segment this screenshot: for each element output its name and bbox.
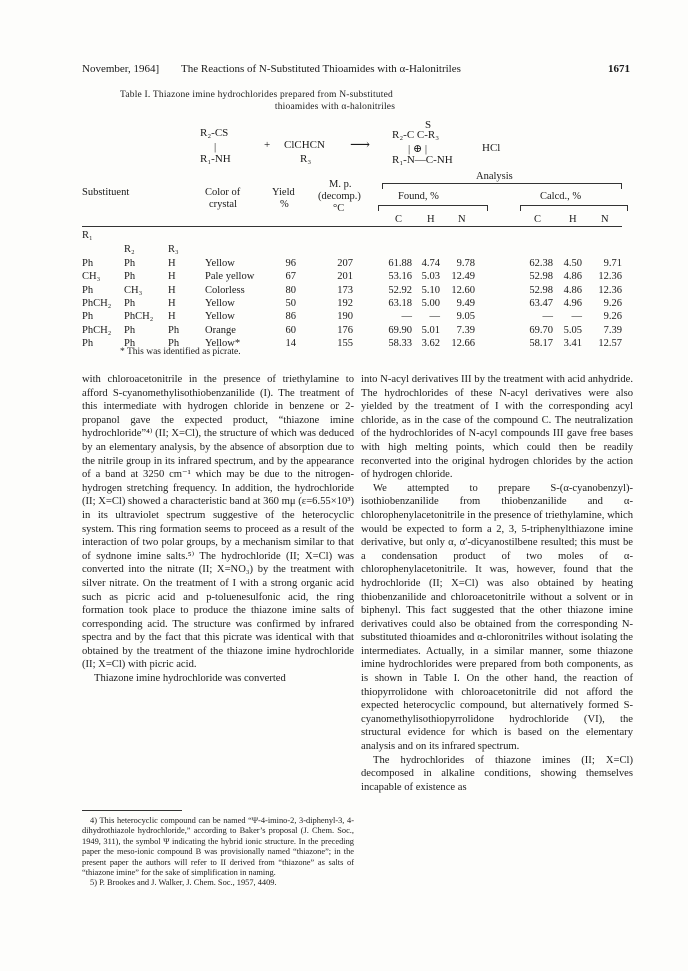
header-mp-3: °C	[333, 203, 345, 214]
cell-calcd-c: 52.98	[529, 271, 553, 283]
cell-r1: Ph	[82, 311, 94, 323]
cell-found-h: —	[429, 311, 440, 323]
cell-calcd-h: 4.96	[563, 297, 582, 309]
running-head-date: November, 1964]	[82, 63, 160, 75]
cell-r3: H	[168, 258, 176, 269]
cell-calcd-n: 7.39	[603, 324, 622, 336]
cell-calcd-c: 52.98	[529, 284, 553, 296]
header-found-h: H	[427, 214, 435, 225]
cell-found-n: 12.66	[451, 337, 475, 349]
cell-r1: Ph	[82, 258, 94, 269]
cell-found-h: 4.74	[421, 258, 440, 269]
cell-found-c: 52.92	[388, 284, 412, 296]
reactant-bond: |	[214, 141, 217, 153]
right-column	[361, 373, 633, 794]
header-analysis: Analysis	[476, 171, 513, 182]
cell-calcd-n: 9.71	[603, 258, 622, 269]
cell-yield: 50	[285, 297, 296, 309]
cell-calcd-n: 12.57	[598, 337, 622, 349]
cell-r1: CH₃	[82, 271, 101, 283]
cell-found-h: 5.03	[421, 271, 440, 283]
product-middle: | ⊕ |	[408, 143, 428, 155]
cell-found-c: —	[401, 311, 412, 323]
header-found-n: N	[458, 214, 466, 225]
cell-r2: Ph	[124, 258, 136, 269]
product-sulfur: S	[425, 119, 432, 131]
header-calcd-n: N	[601, 214, 609, 225]
header-color: Color of	[205, 187, 241, 198]
cell-mp: 190	[337, 311, 353, 323]
cell-r3: H	[168, 297, 176, 309]
table-row	[82, 285, 622, 299]
cell-found-c: 58.33	[388, 337, 412, 349]
cell-calcd-n: 12.36	[598, 284, 622, 296]
cell-found-n: 12.60	[451, 284, 475, 296]
cell-r1: PhCH₂	[82, 324, 112, 336]
header-found: Found, %	[398, 191, 439, 202]
cell-mp: 201	[337, 271, 353, 283]
header-mp-2: (decomp.)	[318, 191, 361, 202]
plus-sign: +	[264, 139, 271, 151]
footnotes	[82, 816, 354, 889]
paragraph: Thiazone imine hydrochloride was converted	[94, 673, 286, 685]
page-number: 1671	[608, 63, 630, 75]
product-hcl: HCl	[482, 142, 501, 154]
cell-found-c: 63.18	[388, 297, 412, 309]
cell-found-n: 7.39	[456, 324, 475, 336]
cell-color: Yellow*	[205, 337, 241, 349]
cell-r3: Ph	[168, 324, 180, 336]
cell-found-c: 53.16	[388, 271, 412, 283]
calcd-brace	[520, 205, 628, 211]
header-calcd: Calcd., %	[540, 191, 582, 202]
cell-yield: 67	[285, 271, 296, 283]
reactant-r3: R₃	[300, 153, 312, 165]
cell-r2: CH₃	[124, 284, 143, 296]
left-column	[82, 373, 354, 686]
table-caption-line-1: Table I. Thiazone imine hydrochlorides prepared from N-substituted	[120, 90, 394, 100]
header-yield: Yield	[272, 187, 295, 198]
cell-found-n: 9.78	[456, 258, 475, 269]
header-rule	[82, 226, 622, 227]
cell-calcd-c: 62.38	[529, 258, 553, 269]
header-r3: R₃	[168, 244, 179, 255]
cell-calcd-c: 63.47	[529, 297, 553, 309]
cell-color: Yellow	[205, 311, 235, 323]
table-row	[82, 311, 622, 325]
cell-r2: PhCH₂	[124, 311, 154, 323]
cell-r2: Ph	[124, 337, 136, 349]
cell-calcd-n: 12.36	[598, 271, 622, 283]
paragraph: We attempted to prepare S-(α-cyanobenzyl)-isothiobenzanilide from thiobenzanilide and α-chlorophenylacetonitrile in the presence of triethylamine, which would be expected to form a 2, 3, 5-triphenylthiazone imine derivative, but only α, α′-dicyanostilbene resulted; this must be a condensation product of two moles of α-chlorophenylacetonitrile. It was, however, found that the hydrochloride (II; X=Cl) was also obtained by heating thiobenzanilide and chloroacetonitrile without a solvent or in biphenyl. This fact suggested that the other thiazone imine derivatives could also be obtained from the corresponding N-substituted thioamides and α-chloronitriles without isolating the intermediates. Actually, in a similar manner, some thiazone imine hydrochlorides were prepared from both components, as is shown in Table I. On the other hand, the reaction of thiopyrrolidone with chloroacetonitrile did not afford the expected heterocyclic compound, but alternatively formed S-cyanomethylisothiopyrrolidone hydrochloride (VI), the structural evidence for which is based on the elementary analysis and on its infrared spectrum.	[361, 482, 633, 753]
header-r2: R₂	[124, 244, 135, 255]
header-calcd-h: H	[569, 214, 577, 225]
reactant-halonitrile: ClCHCN	[284, 139, 325, 151]
cell-calcd-h: 4.50	[563, 258, 582, 269]
cell-color: Yellow	[205, 258, 235, 269]
cell-found-h: 3.62	[421, 337, 440, 349]
cell-calcd-h: —	[571, 311, 582, 323]
found-brace	[378, 205, 488, 211]
cell-found-h: 5.01	[421, 324, 440, 336]
cell-yield: 86	[285, 311, 296, 323]
table-row	[82, 298, 622, 312]
table-footnote: * This was identified as picrate.	[120, 347, 241, 357]
cell-found-n: 9.49	[456, 297, 475, 309]
cell-yield: 14	[285, 337, 296, 349]
reaction-arrow: ⟶	[350, 138, 371, 153]
running-head-title: The Reactions of N-Substituted Thioamides with α-Halonitriles	[181, 63, 461, 75]
paragraph: into N-acyl derivatives III by the treatment with acid anhydride. The hydrochlorides of these N-acyl derivatives were also yielded by the treatment of I with the corresponding acyl chloride, as in the case of the compound C. The neutralization of the hydrochlorides of N-acyl compounds III gave free bases with high melting points, which could then be readily reconverted into the original hydrogen chlorides by the action of hydrogen chloride.	[361, 374, 633, 481]
cell-color: Pale yellow	[205, 271, 255, 283]
cell-calcd-c: —	[542, 311, 553, 323]
table-row	[82, 271, 622, 285]
table-caption-line-2: thioamides with α-halonitriles	[274, 102, 396, 112]
product-bottom: R₁-N—C-NH	[392, 154, 453, 166]
cell-calcd-h: 4.86	[563, 271, 582, 283]
cell-calcd-n: 9.26	[603, 311, 622, 323]
cell-r3: H	[168, 284, 176, 296]
header-mp: M. p.	[329, 179, 352, 190]
cell-found-h: 5.00	[421, 297, 440, 309]
cell-r3: Ph	[168, 337, 180, 349]
table-row	[82, 258, 622, 272]
cell-r1: Ph	[82, 284, 94, 296]
reaction-scheme	[200, 119, 580, 177]
cell-r3: H	[168, 311, 176, 323]
header-found-c: C	[395, 214, 403, 225]
cell-r2: Ph	[124, 324, 136, 336]
cell-yield: 80	[285, 284, 296, 296]
paragraph: with chloroacetonitrile in the presence of triethylamine to afford S-cyanomethylisothiobenzanilide (I). The treatment of this intermediate with hydrogen chloride in benzene or 2-propanol gave the expected product, “thiazone imine hydrochloride”⁴⁾ (II; X=Cl), the structure of which was deduced by an elementary analysis, by the absence of absorption due to the nitrile group in its infrared spectrum, and by the appearance of a band at 3250 cm⁻¹ which may be due to the nitrogen-hydrogen stretching frequency. In addition, the hydrochloride (II; X=Cl) showed a characteristic band at 360 mμ (ε=6.55×10³) in its ultraviolet spectrum suggestive of the heterocyclic system. This ring formation seems to proceed as a result of the interaction of two polar groups, by a mechanism similar to that of sydnone imine salts.⁵⁾ The hydrochloride (II; X=Cl) was converted into the nitrate (II; X=NO₃) by the treatment with silver nitrate. On the treatment of I with a strong organic acid such as picric acid and p-toluenesulfonic acid, the ring formation took place to produce the thiazone imine salts of corresponding acid. The structure was confirmed by infrared spectra and by the fact that this picrate was identical with that obtained by the treatment of the thiazone imine hydrochloride (II; X=Cl) with picric acid.	[82, 374, 354, 671]
cell-yield: 96	[285, 258, 296, 269]
footnote-rule	[82, 810, 182, 811]
table-caption	[120, 90, 550, 112]
table-row	[82, 325, 622, 339]
cell-found-c: 61.88	[388, 258, 412, 269]
cell-r3: H	[168, 271, 176, 283]
cell-mp: 207	[337, 258, 353, 269]
cell-color: Colorless	[205, 284, 245, 296]
header-color-2: crystal	[209, 199, 237, 210]
cell-mp: 176	[337, 324, 353, 336]
paragraph: The hydrochlorides of thiazone imines (II; X=Cl) decomposed in alkaline conditions, showing themselves incapable of existence as	[361, 754, 633, 793]
cell-r1: Ph	[82, 337, 94, 349]
cell-r2: Ph	[124, 297, 136, 309]
cell-found-n: 12.49	[451, 271, 475, 283]
header-yield-2: %	[280, 199, 289, 210]
header-r1: R₁	[82, 230, 93, 241]
footnote: 5) P. Brookes and J. Walker, J. Chem. Soc., 1957, 4409.	[90, 878, 277, 888]
cell-calcd-c: 58.17	[529, 337, 553, 349]
cell-color: Orange	[205, 324, 236, 336]
cell-r1: PhCH₂	[82, 297, 112, 309]
cell-mp: 192	[337, 297, 353, 309]
cell-found-n: 9.05	[456, 311, 475, 323]
cell-calcd-c: 69.70	[529, 324, 553, 336]
analysis-brace	[382, 183, 622, 189]
cell-yield: 60	[285, 324, 296, 336]
cell-calcd-h: 3.41	[563, 337, 582, 349]
reactant-thioamide-top: R₂-CS	[200, 127, 229, 139]
footnote: 4) This heterocyclic compound can be named “Ψ-4-imino-2, 3-diphenyl-3, 4-dihydrothiazole hydrochloride,” according to Baker’s proposal (J. Chem. Soc., 1949, 311), the symbol Ψ indicating the hybrid ionic structure. In the preceding paper the meso-ionic compound B was provisionally named “thiazone”; in the present paper the authors will refer to II derived from “thiazone” as salts of “thiazone imine” for the sake of simplification in naming.	[82, 816, 354, 878]
header-calcd-c: C	[534, 214, 542, 225]
cell-mp: 173	[337, 284, 353, 296]
header-substituent: Substituent	[82, 187, 130, 198]
cell-mp: 155	[337, 337, 353, 349]
reactant-thioamide-bottom: R₁-NH	[200, 153, 231, 165]
cell-calcd-h: 4.86	[563, 284, 582, 296]
product-top: R₂-C C-R₃	[392, 129, 440, 141]
cell-found-h: 5.10	[421, 284, 440, 296]
cell-r2: Ph	[124, 271, 136, 283]
cell-found-c: 69.90	[388, 324, 412, 336]
cell-calcd-n: 9.26	[603, 297, 622, 309]
cell-calcd-h: 5.05	[563, 324, 582, 336]
cell-color: Yellow	[205, 297, 235, 309]
